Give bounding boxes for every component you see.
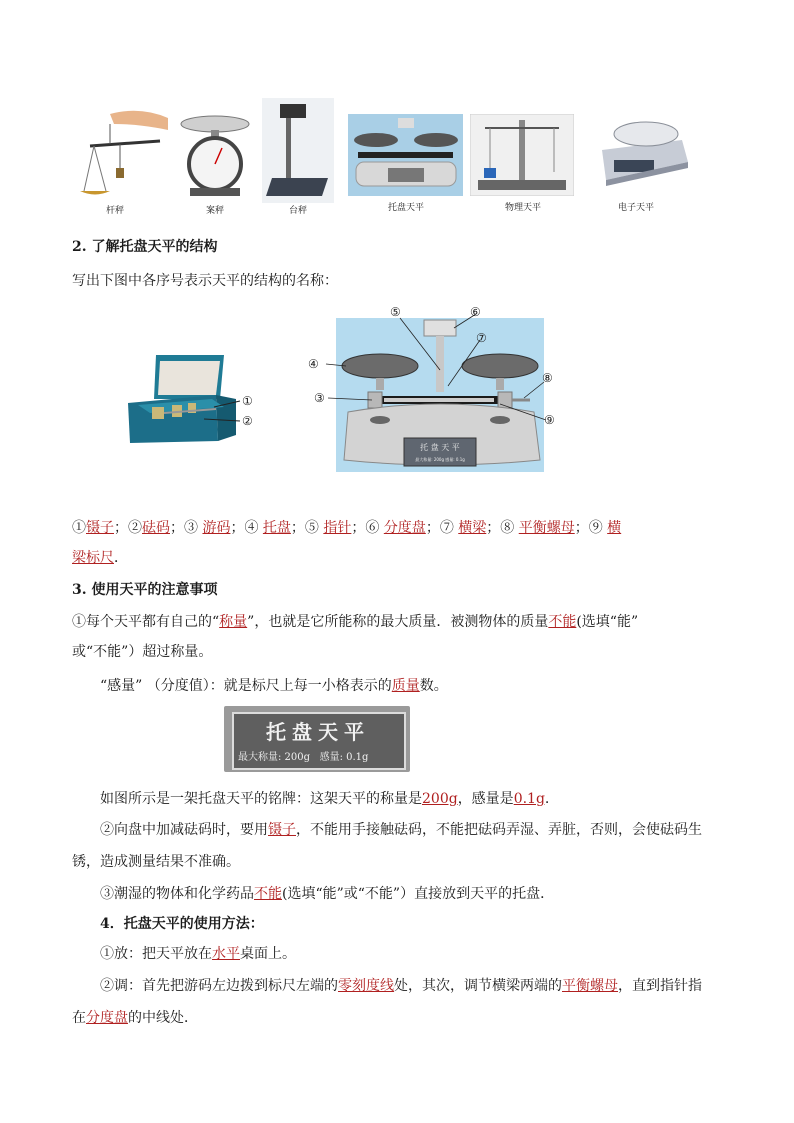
answer-horizontal: 水平 [212, 946, 240, 962]
answer-capacity: 称量 [219, 614, 248, 630]
structure-answers-cont: 梁标尺． [72, 550, 128, 566]
answer-8: 平衡螺母 [518, 520, 575, 536]
marker-9: ⑨ [544, 413, 555, 427]
answer-cannot-place: 不能 [254, 886, 282, 902]
answer-7-num: ⑦ [439, 520, 454, 536]
case-scale-image [180, 114, 250, 199]
answer-dial: 分度盘 [86, 1010, 128, 1026]
marker-7: ⑦ [476, 331, 487, 345]
marker-1: ① [242, 394, 253, 408]
answer-3-num: ③ [184, 520, 198, 536]
section-3-heading: 3. 使用天平的注意事项 [72, 582, 218, 598]
answer-6: 分度盘 [383, 520, 426, 536]
platform-scale-image [262, 98, 334, 203]
nameplate-info: 最大称量: 200g 感量: 0.1g [238, 752, 369, 763]
caption-electronic-balance: 电子天平 [617, 203, 654, 213]
section-4-p1: ①放：把天平放在水平桌面上。 [100, 946, 296, 962]
tray-balance-image [348, 114, 463, 196]
caption-tray-balance: 托盘天平 [387, 203, 424, 213]
electronic-balance-image [584, 110, 692, 190]
section-4-p2: ②调：首先把游码左边拨到标尺左端的零刻度线处，其次，调节横梁两端的平衡螺母，直到指针指 [100, 978, 702, 994]
answer-tweezers: 镊子 [268, 822, 296, 838]
diagram-plate-info: 最大称量: 200g 感量: 0.1g [415, 457, 465, 462]
marker-2: ② [242, 414, 253, 428]
answer-3: 游码 [202, 520, 231, 536]
section-3-p2: “感量” （分度值）：就是标尺上每一小格表示的质量数。 [100, 678, 448, 694]
structure-answers: ①镊子；②砝码；③ 游码；④ 托盘；⑤ 指针；⑥ 分度盘；⑦ 横梁；⑧ 平衡螺母；⑨ 横 [72, 520, 622, 536]
section-2-prompt: 写出下图中各序号表示天平的结构的名称： [72, 273, 338, 289]
section-2-heading: 2. 了解托盘天平的结构 [72, 239, 218, 255]
section-4-p2-cont: 在分度盘的中线处． [72, 1010, 198, 1026]
marker-6: ⑥ [470, 305, 481, 319]
steelyard-image [80, 106, 170, 201]
answer-1: 镊子 [86, 520, 114, 536]
weights-box-image [124, 355, 276, 445]
answer-2-num: ② [128, 520, 142, 536]
section-3-p4: ②向盘中加减砝码时，要用镊子，不能用手接触砝码，不能把砝码弄湿、弄脏，否则，会使砝码生 [100, 822, 702, 838]
marker-8: ⑧ [542, 371, 553, 385]
diagram-plate-title: 托 盘 天 平 [420, 443, 460, 452]
section-3-p1: ①每个天平都有自己的“称量”，也就是它所能称的最大质量．被测物体的质量不能(选填“能” [72, 614, 639, 630]
nameplate-title: 托盘天平 [266, 720, 370, 744]
caption-case-scale: 案秤 [205, 206, 224, 216]
balance-structure-diagram [300, 300, 560, 475]
marker-5: ⑤ [390, 305, 401, 319]
answer-5: 指针 [323, 520, 352, 536]
answer-8-num: ⑧ [500, 520, 515, 536]
answer-7: 横梁 [458, 520, 487, 536]
answer-mass: 质量 [391, 678, 420, 694]
answer-9-cont: 梁标尺 [72, 550, 114, 566]
physical-balance-image [470, 114, 574, 196]
answer-4-num: ④ [244, 520, 259, 536]
nameplate-image [224, 706, 410, 772]
answer-6-num: ⑥ [365, 520, 380, 536]
caption-platform-scale: 台秤 [288, 206, 307, 216]
section-3-p4-cont: 锈，造成测量结果不准确。 [72, 854, 240, 870]
caption-physical-balance: 物理天平 [504, 203, 541, 213]
answer-balance-nut: 平衡螺母 [562, 978, 618, 994]
answer-5-num: ⑤ [304, 520, 319, 536]
answer-sensitivity-value: 0.1g [513, 791, 545, 807]
answer-9-num: ⑨ [588, 520, 603, 536]
answer-2: 砝码 [142, 520, 170, 536]
top-scale-images [80, 96, 700, 216]
section-3-p3: 如图所示是一架托盘天平的铭牌：这架天平的称量是200g，感量是0.1g. [100, 791, 550, 807]
answer-1-num: ① [72, 520, 86, 536]
marker-4: ④ [308, 357, 319, 371]
answer-4: 托盘 [262, 520, 291, 536]
section-4-heading: 4．托盘天平的使用方法： [100, 916, 264, 932]
section-3-p1-cont: 或“不能”）超过称量。 [72, 644, 213, 660]
answer-zero-mark: 零刻度线 [338, 978, 394, 994]
answer-9: 横 [607, 520, 622, 536]
section-3-p5: ③潮湿的物体和化学药品不能(选填“能”或“不能”）直接放到天平的托盘． [100, 886, 555, 902]
caption-steelyard: 杆秤 [105, 206, 124, 216]
answer-cannot-exceed: 不能 [548, 614, 577, 630]
answer-capacity-value: 200g [422, 791, 458, 807]
marker-3: ③ [314, 391, 325, 405]
